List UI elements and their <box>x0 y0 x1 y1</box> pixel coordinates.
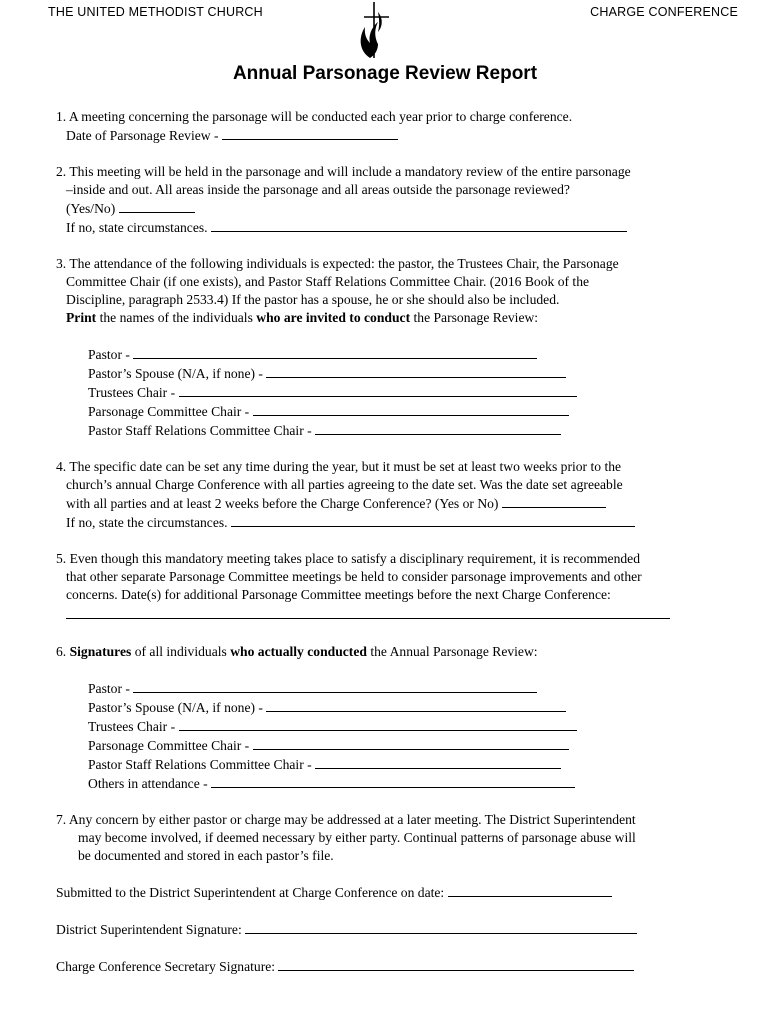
invited-names-list <box>56 345 716 440</box>
section-4-circumstances-field[interactable] <box>231 513 635 527</box>
submitted-date-field[interactable] <box>448 883 612 897</box>
signatures-bold: Signatures <box>69 644 132 659</box>
section-4 <box>56 458 716 532</box>
page-title: Annual Parsonage Review Report <box>232 63 538 84</box>
section-6 <box>56 643 716 793</box>
invited-sprc-field[interactable] <box>315 421 561 435</box>
invited-pastor-label: Pastor - <box>88 347 134 362</box>
section-2-text-2: –inside and out. All areas inside the parsonage and all areas outside the parsonage reviewed? <box>66 182 570 197</box>
section-3 <box>56 255 716 440</box>
invited-parsonage-label: Parsonage Committee Chair - <box>88 404 253 419</box>
sig-parsonage-field[interactable] <box>253 736 569 750</box>
section-3-text-1: 3. The attendance of the following individuals is expected: the pastor, the Trustees Chair, the Parsonage <box>56 256 619 271</box>
conducted-bold: who actually conducted <box>230 644 367 659</box>
sig-others-field[interactable] <box>211 774 575 788</box>
sig-parsonage-label: Parsonage Committee Chair - <box>88 738 253 753</box>
sig-trustees-label: Trustees Chair - <box>88 719 179 734</box>
section-2-text-1: 2. This meeting will be held in the parsonage and will include a mandatory review of the entire parsonage <box>56 164 631 179</box>
invited-pastor-field[interactable] <box>133 345 537 359</box>
section-1 <box>56 108 716 145</box>
section-4-text-3: with all parties and at least 2 weeks before the Charge Conference? (Yes or No) <box>66 496 502 511</box>
cross-and-flame-icon <box>356 0 390 60</box>
print-mid: the names of the individuals <box>96 310 257 325</box>
section-6-end: the Annual Parsonage Review: <box>366 644 538 659</box>
section-4-circumstances-label: If no, state the circumstances. <box>66 515 231 530</box>
secretary-signature-label: Charge Conference Secretary Signature: <box>56 959 279 974</box>
header-left-text: THE UNITED METHODIST CHURCH <box>48 5 263 19</box>
signatures-list <box>56 679 716 793</box>
section-7-text-2: may become involved, if deemed necessary by either party. Continual patterns of parsonage abuse will <box>78 830 636 845</box>
review-date-field[interactable] <box>222 126 398 140</box>
sig-spouse-label: Pastor’s Spouse (N/A, if none) - <box>88 700 267 715</box>
footer-submitted <box>56 883 716 902</box>
ds-signature-label: District Superintendent Signature: <box>56 922 246 937</box>
invited-trustees-field[interactable] <box>179 383 577 397</box>
sig-sprc-field[interactable] <box>315 755 561 769</box>
invited-sprc-label: Pastor Staff Relations Committee Chair - <box>88 423 316 438</box>
circumstances-label: If no, state circumstances. <box>66 220 211 235</box>
submitted-label: Submitted to the District Superintendent at Charge Conference on date: <box>56 885 448 900</box>
section-5-text-2: that other separate Parsonage Committee meetings be held to consider parsonage improvements and other <box>66 569 642 584</box>
section-2 <box>56 163 716 237</box>
review-date-label: Date of Parsonage Review - <box>66 128 222 143</box>
sig-pastor-field[interactable] <box>133 679 537 693</box>
section-7-text-1: 7. Any concern by either pastor or charge may be addressed at a later meeting. The District Superintendent <box>56 812 636 827</box>
section-6-num: 6. <box>56 644 70 659</box>
invited-parsonage-field[interactable] <box>253 402 569 416</box>
sig-sprc-label: Pastor Staff Relations Committee Chair - <box>88 757 316 772</box>
section-7 <box>56 811 716 865</box>
section-6-mid: of all individuals <box>131 644 231 659</box>
section-5-text-3: concerns. Date(s) for additional Parsonage Committee meetings before the next Charge Conference: <box>66 587 611 602</box>
sig-spouse-field[interactable] <box>266 698 566 712</box>
section-7-text-3: be documented and stored in each pastor’s file. <box>78 848 334 863</box>
form-body <box>56 108 716 994</box>
sig-others-label: Others in attendance - <box>88 776 212 791</box>
section-4-text-1: 4. The specific date can be set any time during the year, but it must be set at least two weeks prior to the <box>56 459 622 474</box>
yes-no-field[interactable] <box>119 199 195 213</box>
section-5 <box>56 550 716 619</box>
section-3-text-2: Committee Chair (if one exists), and Pastor Staff Relations Committee Chair. (2016 Book of the <box>66 274 590 289</box>
header-right-text: CHARGE CONFERENCE <box>590 5 738 19</box>
section-5-text-1: 5. Even though this mandatory meeting takes place to satisfy a disciplinary requirement, it is recommended <box>56 551 640 566</box>
print-end: the Parsonage Review: <box>410 310 539 325</box>
invited-trustees-label: Trustees Chair - <box>88 385 179 400</box>
invited-spouse-label: Pastor’s Spouse (N/A, if none) - <box>88 366 267 381</box>
ds-signature-field[interactable] <box>245 920 637 934</box>
invited-spouse-field[interactable] <box>266 364 566 378</box>
yes-no-label: (Yes/No) <box>66 201 119 216</box>
sig-pastor-label: Pastor - <box>88 681 134 696</box>
circumstances-field[interactable] <box>211 218 627 232</box>
section-3-text-3: Discipline, paragraph 2533.4) If the pastor has a spouse, he or she should also be included. <box>66 292 560 307</box>
sig-trustees-field[interactable] <box>179 717 577 731</box>
date-agreeable-field[interactable] <box>502 494 606 508</box>
footer-ds-signature <box>56 920 716 939</box>
additional-meetings-field[interactable] <box>66 604 670 619</box>
print-bold-2: who are invited to conduct <box>256 310 411 325</box>
print-bold: Print <box>66 310 97 325</box>
footer-secretary-signature <box>56 957 716 976</box>
section-1-text: 1. A meeting concerning the parsonage will be conducted each year prior to charge conference. <box>56 109 573 124</box>
secretary-signature-field[interactable] <box>278 957 634 971</box>
section-4-text-2: church’s annual Charge Conference with all parties agreeing to the date set. Was the date set agreeable <box>66 477 623 492</box>
